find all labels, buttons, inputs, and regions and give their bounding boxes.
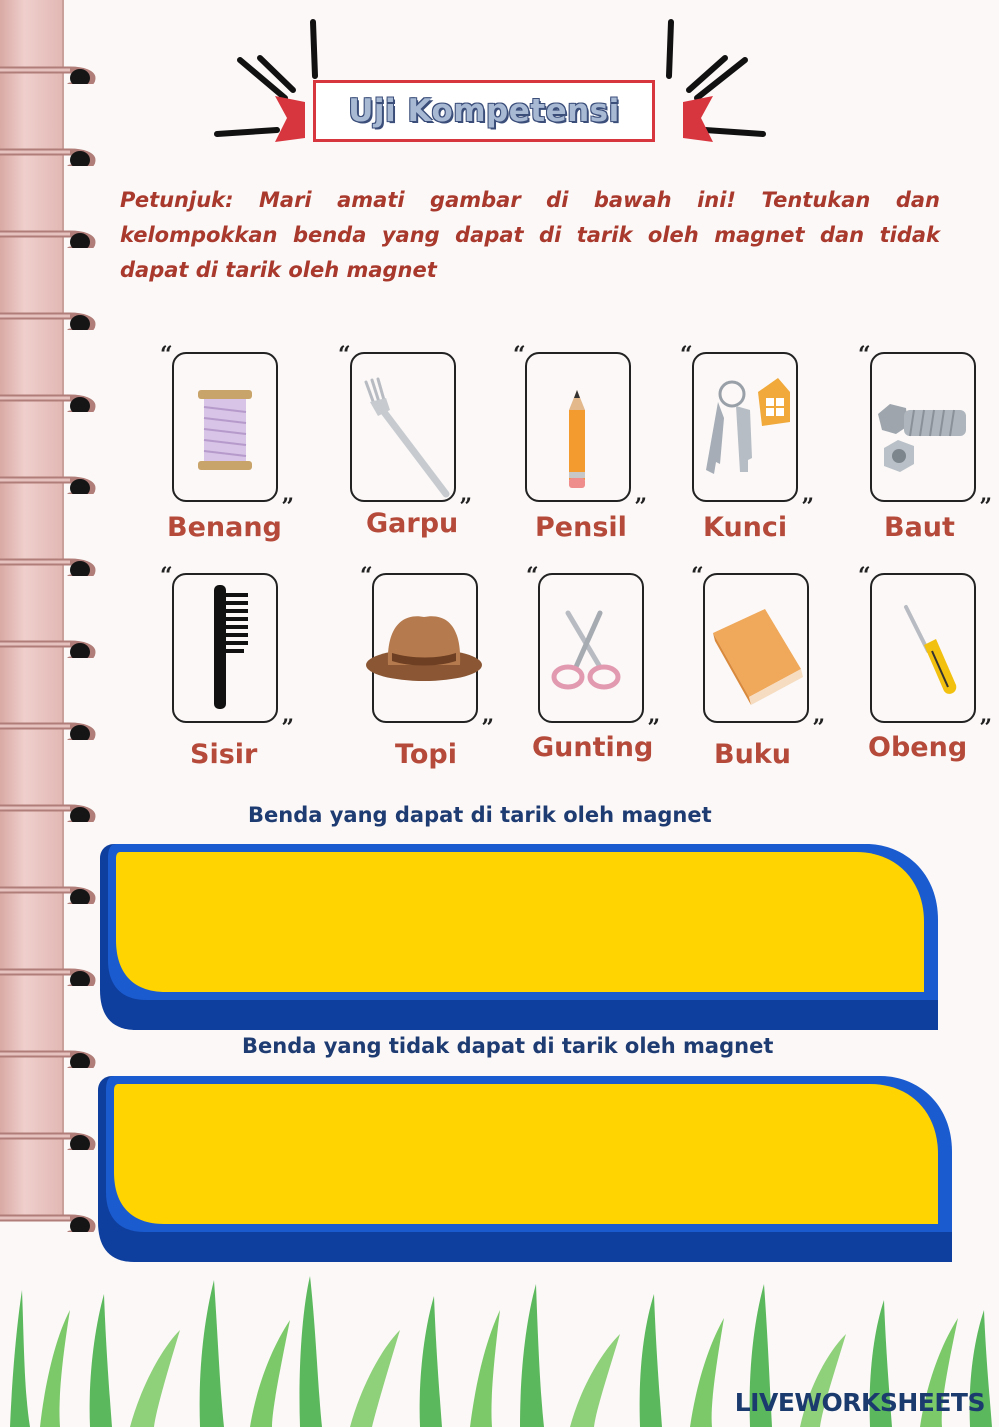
page-title: Uji Kompetensi <box>348 93 620 129</box>
spiral-ring <box>0 222 98 248</box>
item-label: Buku <box>714 739 791 770</box>
item-card-pensil[interactable]: “ ” <box>513 342 647 520</box>
spiral-ring <box>0 468 98 494</box>
spiral-ring <box>0 960 98 986</box>
notebook-spine <box>0 0 64 1215</box>
spiral-ring <box>0 796 98 822</box>
item-card-gunting[interactable]: “ ” <box>526 563 660 741</box>
spiral-ring <box>0 878 98 904</box>
item-card-buku[interactable]: “ ” <box>691 563 825 741</box>
item-label: Pensil <box>535 512 627 543</box>
item-label: Topi <box>395 739 457 770</box>
spiral-ring <box>0 632 98 658</box>
hat-icon <box>360 563 494 741</box>
spiral-ring <box>0 386 98 412</box>
item-label: Gunting <box>532 732 654 763</box>
item-card-sisir[interactable]: “ ” <box>160 563 294 741</box>
item-card-benang[interactable]: “ ” <box>160 342 294 520</box>
non-magnetic-drop-zone[interactable] <box>94 1072 956 1266</box>
item-card-obeng[interactable]: “ ” <box>858 563 992 741</box>
spiral-ring <box>0 58 98 84</box>
spiral-ring <box>0 304 98 330</box>
spiral-ring <box>0 1124 98 1150</box>
instructions-text: Petunjuk: Mari amati gambar di bawah ini! Tentukan dan kelompokkan benda yang dapat di tarik oleh magnet dan tidak dapat di tarik oleh magnet <box>120 188 940 282</box>
magnetic-section-label: Benda yang dapat di tarik oleh magnet <box>248 803 712 827</box>
item-label: Baut <box>884 512 955 543</box>
item-label: Kunci <box>703 512 788 543</box>
spiral-ring <box>0 714 98 740</box>
non-magnetic-section-label: Benda yang tidak dapat di tarik oleh magnet <box>242 1034 774 1058</box>
item-label: Obeng <box>868 732 968 763</box>
item-label: Garpu <box>366 508 459 539</box>
title-banner <box>313 80 655 142</box>
item-card-kunci[interactable]: “ ” <box>680 342 814 520</box>
item-card-baut[interactable]: “ ” <box>858 342 992 520</box>
spiral-ring <box>0 1206 98 1232</box>
spiral-ring <box>0 1042 98 1068</box>
item-label: Sisir <box>190 739 258 770</box>
item-card-garpu[interactable]: “ ” <box>338 342 472 520</box>
magnetic-drop-zone[interactable] <box>96 840 942 1034</box>
item-label: Benang <box>167 512 282 543</box>
item-card-topi[interactable]: “ ” <box>360 563 494 741</box>
liveworksheets-watermark: LIVEWORKSHEETS <box>734 1388 985 1417</box>
spiral-ring <box>0 550 98 576</box>
spiral-ring <box>0 140 98 166</box>
